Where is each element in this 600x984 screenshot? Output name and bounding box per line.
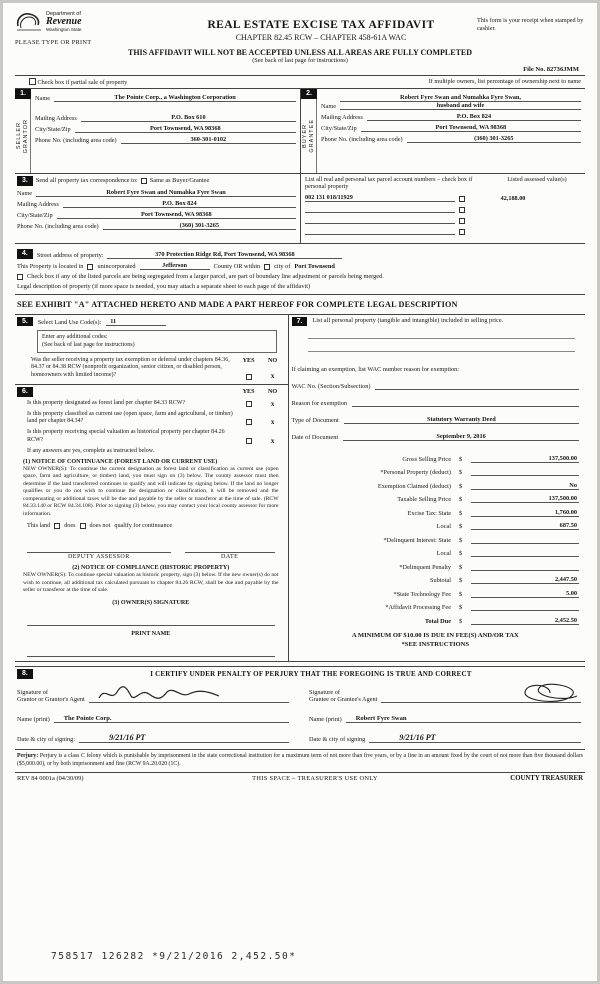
section-8-number: 8.	[17, 669, 33, 679]
deputy-assessor-label: DEPUTY ASSESSOR	[67, 554, 130, 561]
this-land-label: This land	[27, 522, 51, 530]
dollar-sign: $	[459, 523, 463, 531]
grantee-label: GRANTEE	[309, 119, 315, 153]
city-of-label: city of	[274, 262, 291, 270]
form-subtitle: CHAPTER 82.45 RCW – CHAPTER 458-61A WAC	[235, 33, 407, 42]
codes-see-back-note: (See back of last page for instructions)	[42, 342, 135, 349]
date-of-document-label: Date of Document	[291, 434, 339, 442]
date-of-document-value: September 9, 2016	[343, 433, 579, 441]
corr-mailing-label: Mailing Address	[17, 200, 59, 208]
dollar-sign: $	[459, 536, 463, 544]
dollar-sign: $	[459, 577, 463, 585]
footer-row	[15, 772, 585, 784]
current-use-no-mark: x	[270, 418, 275, 427]
deputy-date-label: DATE	[221, 554, 239, 561]
section-7-number: 7.	[292, 317, 308, 327]
reason-exemption-blank[interactable]	[352, 399, 579, 407]
forest-no-mark: x	[270, 399, 275, 408]
exemption-wac-note: If claiming an exemption, list WAC number reason for exemption:	[291, 366, 460, 374]
county-or-within-label: County OR within	[213, 262, 261, 270]
does-not-label: does not	[89, 522, 111, 530]
buyer-phone-value: (360) 301-3265	[407, 135, 581, 143]
located-in-label: This Property is located in	[17, 262, 84, 270]
section4-property	[15, 244, 585, 295]
form-revision: REV 84 0001a (04/30/09)	[17, 775, 84, 783]
seller-section	[15, 89, 300, 173]
reason-exemption-label: Reason for exemption	[291, 400, 348, 408]
section6-designations	[15, 385, 288, 661]
deputy-assessor-row	[17, 529, 285, 560]
seller-side-band	[15, 99, 31, 173]
money-row-gross: Gross Selling Price $ 137,500.00	[402, 454, 577, 463]
partial-sale-row	[29, 78, 127, 86]
affidavit-page	[3, 3, 597, 981]
file-number: File No. 82736JMM	[523, 66, 579, 73]
receipt-note: This form is your receipt when stamped by cashier.	[477, 17, 584, 32]
seller-mailing-value: P.O. Box 610	[81, 114, 296, 122]
cashier-stamp: 758517 126282 *9/21/2016 2,452.50*	[51, 951, 297, 962]
dollar-sign: $	[459, 604, 463, 612]
dollar-sign: $	[459, 455, 463, 463]
parcel-1-personal-checkbox[interactable]	[459, 196, 465, 202]
buyer-phone-label: Phone No. (including area code)	[321, 136, 403, 143]
money-row-delinquent-interest-local: Local $	[292, 549, 579, 557]
grantee-name-print-value: Robert Fyre Swan	[346, 709, 581, 723]
city-checkbox[interactable]	[264, 264, 270, 270]
money-row-technology-fee: *State Technology Fee $ 5.00	[393, 589, 577, 598]
parcel-4-personal-checkbox[interactable]	[459, 229, 465, 235]
grantor-sig-label: Signature of Grantor or Grantor's Agent	[17, 688, 85, 703]
seller-city-label: City/State/Zip	[35, 126, 71, 133]
buyer-label: BUYER	[302, 123, 308, 148]
historic-no-mark: x	[270, 436, 275, 445]
parcel-numbers-header: List all real and personal tax parcel account numbers – check box if personal property	[305, 176, 473, 191]
corr-city-value: Port Townsend, WA 98368	[57, 211, 296, 219]
please-type-or-print: PLEASE TYPE OR PRINT	[15, 39, 92, 46]
section-5-number: 5.	[17, 317, 33, 327]
yes-column	[237, 357, 261, 380]
warning-line: THIS AFFIDAVIT WILL NOT BE ACCEPTED UNLESS ALL AREAS ARE FULLY COMPLETED	[127, 48, 473, 57]
continuance-row	[17, 522, 285, 529]
grantor-label: GRANTOR	[23, 118, 29, 154]
owner-signature-line[interactable]	[27, 616, 275, 626]
exemption-question-text: Was the seller receiving a property tax exemption or deferral under chapters 84.36, 84.37 or 84.38 RCW (nonprofit organization, senior citizen, or disabled person, homeowners with limited income)?	[31, 356, 230, 379]
section7-selling-price	[289, 315, 585, 661]
buyer-section	[300, 89, 585, 173]
form-title: REAL ESTATE EXCISE TAX AFFIDAVIT	[207, 19, 435, 31]
type-of-document-value: Statutory Warranty Deed	[344, 416, 579, 424]
corr-name-value: Robert Fyre Swan and Numahka Fyre Swan	[36, 189, 296, 197]
buyer-name-value	[340, 94, 581, 110]
personal-property-blank-1[interactable]	[308, 326, 575, 339]
assessed-value-1: 42,188.00	[500, 194, 526, 202]
grantor-signature-scribble	[95, 684, 225, 704]
seller-fields	[31, 89, 300, 173]
seller-mailing-label: Mailing Address	[35, 115, 77, 122]
buyer-city-value: Port Townsend, WA 98368	[361, 124, 581, 132]
grantee-sig-label: Signature of Grantee or Grantee's Agent	[309, 688, 378, 703]
dollar-sign: $	[459, 563, 463, 571]
question-historic-text: Is this property receiving special valuation as historical property per chapter 84.26 RCW?	[27, 429, 225, 444]
treasurer-space-label: THIS SPACE – TREASURER'S USE ONLY	[252, 775, 378, 783]
exhibit-a-statement: SEE EXHIBIT "A" ATTACHED HERETO AND MADE A PART HEREOF FOR COMPLETE LEGAL DESCRIPTION	[17, 299, 458, 309]
grantor-date-label: Date & city of signing:	[17, 735, 76, 743]
perjury-label: Perjury:	[17, 753, 39, 760]
grantor-name-print-label: Name (print)	[17, 715, 50, 723]
land-use-code-value: 11	[106, 318, 166, 326]
header	[15, 11, 585, 46]
money-table	[292, 449, 579, 625]
buyer-side-band	[301, 99, 317, 173]
print-name-label: PRINT NAME	[131, 630, 171, 637]
no-header-6: NO	[267, 388, 278, 396]
money-row-exemption-claimed: Exemption Claimed (deduct) $ No	[377, 481, 577, 490]
wac-no-blank[interactable]	[375, 382, 579, 390]
money-row-delinquent-penalty: *Delinquent Penalty $	[292, 563, 579, 571]
grantee-signature-scribble	[515, 680, 585, 706]
partial-sale-label: Check box if partial sale of property	[37, 79, 128, 86]
type-of-document-label: Type of Document	[291, 417, 339, 425]
buyer-city-label: City/State/Zip	[321, 125, 357, 132]
no-column	[261, 357, 285, 380]
revenue-swirl-icon	[15, 11, 43, 33]
logo-washington-state: Washington State	[46, 26, 82, 32]
buyer-mailing-value: P.O. Box 824	[367, 113, 581, 121]
exemption-yes-checkbox[interactable]	[246, 374, 252, 380]
dollar-sign: $	[459, 482, 463, 490]
minimum-fee-note: A MINIMUM OF $10.00 IS DUE IN FEE(S) AND/OR TAX	[351, 631, 519, 639]
corr-phone-label: Phone No. (including area code)	[17, 222, 99, 230]
county-value: Jefferson	[140, 262, 210, 270]
main-columns	[15, 314, 585, 662]
money-row-delinquent-interest-state: *Delinquent Interest: State $	[292, 536, 579, 544]
seller-city-value: Port Townsend, WA 98368	[75, 125, 296, 133]
owner-signature-title: (3) OWNER(S) SIGNATURE	[112, 599, 190, 606]
buyer-mailing-label: Mailing Address	[321, 114, 363, 121]
current-use-yes-checkbox[interactable]	[246, 419, 252, 425]
legal-description-label: Legal description of property (if more space is needed, you may attach a separate sheet to each page of the affidavit)	[17, 282, 311, 290]
same-as-buyer-checkbox[interactable]	[141, 178, 147, 184]
dollar-sign: $	[459, 550, 463, 558]
corr-name-label: Name	[17, 189, 33, 197]
money-row-taxable: Taxable Selling Price $ 137,500.00	[397, 495, 577, 504]
seller-name-value: The Pointe Corp., a Washington Corporation	[54, 94, 296, 102]
money-row-total-due: Total Due $ 2,452.50	[424, 616, 577, 625]
grantor-signature-line[interactable]	[89, 689, 289, 703]
personal-property-label: List all personal property (tangible and intangible) included in selling price.	[312, 316, 504, 324]
buyer-fields	[317, 89, 585, 173]
notice1-body: NEW OWNER(S): To continue the current designation as forest land or classification as current use (open space, farm and agriculture, or timber) land, you must sign on (3) below. The county assessor must then determine if the land transferred continues to qualify and will indicate by signing below. If the land no longer qualifies or you do not wish to continue the designation or classification, it will be removed and the compensating or additional taxes will be due and payable by the seller or transferor at the time of sale. (RCW 84.33.140 or RCW 84.34.108). Prior to signing (3) below, you may contact your local county assessor for more information.	[23, 465, 279, 517]
if-yes-note: If any answers are yes, complete as instructed below.	[27, 447, 155, 454]
see-instructions-note: *SEE INSTRUCTIONS	[401, 640, 470, 648]
corr-city-label: City/State/Zip	[17, 211, 53, 219]
does-label: does	[64, 522, 76, 530]
parcel-number-3-blank	[305, 216, 455, 224]
section-2-number: 2.	[301, 89, 317, 99]
send-correspondence-label: Send all property tax correspondence to:	[35, 177, 138, 185]
does-not-checkbox[interactable]	[80, 523, 86, 529]
buyer-numcol	[301, 89, 317, 173]
grantee-signature-line[interactable]	[381, 689, 581, 703]
qualify-label: qualify for continuance	[114, 522, 173, 530]
grantee-date-value: 9/21/16 PT	[369, 729, 581, 743]
exemption-question-block	[17, 357, 285, 380]
parcel-number-1: 002 131 018/11929	[305, 194, 455, 202]
corr-mailing-value: P.O. Box 824	[63, 200, 296, 208]
partial-sale-checkbox[interactable]	[29, 78, 36, 85]
additional-codes-label: Enter any additional codes:	[42, 334, 108, 341]
perjury-text: Perjury is a class C felony which is punishable by imprisonment in the state correctional institution for a maximum term of not more than five years, or by a fine in an amount fixed by the court of not more than five thousand dollars ($5,000.00), or by both imprisonment and fine (RCW 9A.20.020 (1C).	[17, 753, 584, 767]
parcel-2-personal-checkbox[interactable]	[459, 207, 465, 213]
grantee-signature-block	[309, 683, 581, 743]
logo-text	[46, 12, 82, 33]
question-current-use	[17, 411, 285, 427]
no-header: NO	[267, 356, 278, 364]
dollar-sign: $	[459, 469, 463, 477]
exemption-no-mark: x	[270, 371, 275, 380]
revenue-logo	[15, 11, 165, 33]
additional-codes-box	[37, 330, 277, 352]
certify-statement: I CERTIFY UNDER PENALTY OF PERJURY THAT THE FOREGOING IS TRUE AND CORRECT	[150, 669, 472, 678]
deputy-assessor-signature-line[interactable]	[27, 543, 171, 553]
seller-numcol	[15, 89, 31, 173]
section3-left	[15, 174, 300, 243]
section3-right	[300, 174, 585, 243]
street-address-label: Street address of property:	[36, 251, 104, 259]
money-row-subtotal: Subtotal $ 2,447.50	[430, 576, 577, 585]
grantee-name-print-label: Name (print)	[309, 715, 342, 723]
grantor-date-value: 9/21/16 PT	[79, 729, 289, 743]
yes-header: YES	[242, 356, 255, 364]
money-row-processing-fee: *Affidavit Processing Fee $	[292, 603, 579, 611]
logo-revenue: Revenue	[46, 16, 82, 28]
parties-section	[15, 88, 585, 174]
question-forest-land	[17, 400, 285, 408]
grantee-date-label: Date & city of signing	[309, 735, 366, 743]
county-treasurer-label: COUNTY TREASURER	[510, 775, 583, 783]
money-row-personal-property: *Personal Property (deduct) $	[292, 468, 579, 476]
section3-correspondence	[15, 174, 585, 244]
parcel-3-personal-checkbox[interactable]	[459, 218, 465, 224]
segregated-label: Check box if any of the listed parcels are being segregated from a larger parcel, are part of boundary line adjustment or parcels being merged.	[27, 272, 384, 280]
forest-yes-checkbox[interactable]	[246, 401, 252, 407]
seller-name-label: Name	[35, 95, 51, 102]
historic-yes-checkbox[interactable]	[246, 438, 252, 444]
question-current-use-text: Is this property classified as current use (open space, farm and agricultural, or timber) land per chapter 84.34?	[27, 410, 233, 425]
assessed-values-header: Listed assessed value(s)	[507, 176, 567, 183]
right-column	[289, 315, 585, 661]
header-left	[15, 11, 165, 46]
city-value: Port Townsend	[294, 262, 335, 270]
yes-header-6: YES	[242, 388, 255, 396]
buyer-name-line1: Robert Fyre Swan and Numahka Fyre Swan,	[340, 94, 581, 102]
notice2-title: (2) NOTICE OF COMPLIANCE (HISTORIC PROPERTY)	[72, 565, 230, 572]
corr-phone-value: (360) 301-3265	[103, 222, 296, 230]
multiple-owners-note: If multiple owners, list percentage of ownership next to name	[428, 78, 581, 85]
buyer-name-label: Name	[321, 103, 337, 110]
dollar-sign: $	[459, 617, 463, 625]
section-1-number: 1.	[15, 89, 31, 99]
section8-certification	[15, 666, 585, 750]
land-use-label: Select Land Use Code(s):	[37, 319, 102, 327]
section5-land-use	[15, 315, 288, 385]
does-checkbox[interactable]	[54, 523, 60, 529]
deputy-date-line[interactable]	[185, 543, 275, 553]
street-address-value: 370 Protection Ridge Rd, Port Townsend, WA 98368	[107, 251, 342, 259]
see-back-note: (See back of last page for instructions)	[252, 57, 348, 64]
segregated-checkbox[interactable]	[17, 274, 23, 280]
personal-property-blank-2[interactable]	[308, 339, 575, 352]
dollar-sign: $	[459, 590, 463, 598]
dollar-sign: $	[459, 509, 463, 517]
header-center	[165, 11, 477, 42]
unincorporated-label: unincorporated	[97, 262, 136, 270]
same-as-buyer-label: Same as Buyer/Grantee	[149, 177, 210, 185]
notice2-body: NEW OWNER(S): To continue special valuation as historic property, sign (3) below. If the new owner(s) do not wish to continue, all additional tax calculated pursuant to chapter 84.26 RCW, shall be due and payable by the seller or transferor at the time of sale.	[23, 572, 279, 594]
question-forest-land-text: Is this property designated as forest land per chapter 84.33 RCW?	[27, 399, 186, 406]
section-4-number: 4.	[17, 249, 33, 259]
section-3-number: 3.	[17, 176, 33, 186]
dollar-sign: $	[459, 496, 463, 504]
grantor-name-print-value: The Pointe Corp.	[54, 709, 289, 723]
unincorporated-checkbox[interactable]	[87, 264, 93, 270]
top-row	[15, 76, 585, 88]
seller-label: SELLER	[16, 122, 22, 150]
parcel-number-2-blank	[305, 205, 455, 213]
print-name-line[interactable]	[27, 647, 275, 657]
notice1-title: (1) NOTICE OF CONTINUANCE (FOREST LAND OR CURRENT USE)	[23, 458, 218, 465]
perjury-notice	[15, 750, 585, 770]
seller-phone-label: Phone No. (including area code)	[35, 137, 117, 144]
buyer-name-line2: husband and wife	[340, 102, 581, 110]
section-6-number: 6.	[17, 387, 33, 397]
money-row-excise-state: Excise Tax: State $ 1,760.00	[407, 508, 577, 517]
grantor-signature-block	[17, 683, 289, 743]
left-column	[15, 315, 289, 661]
wac-no-label: WAC No. (Section/Subsection)	[291, 383, 371, 391]
question-historic	[17, 429, 285, 445]
section6-header	[17, 387, 285, 397]
money-row-excise-local: Local $ 687.50	[436, 522, 577, 531]
seller-phone-value: 360-301-0102	[121, 136, 296, 144]
logo-dept-of: Department of	[46, 10, 81, 17]
parcel-number-4-blank	[305, 227, 455, 235]
